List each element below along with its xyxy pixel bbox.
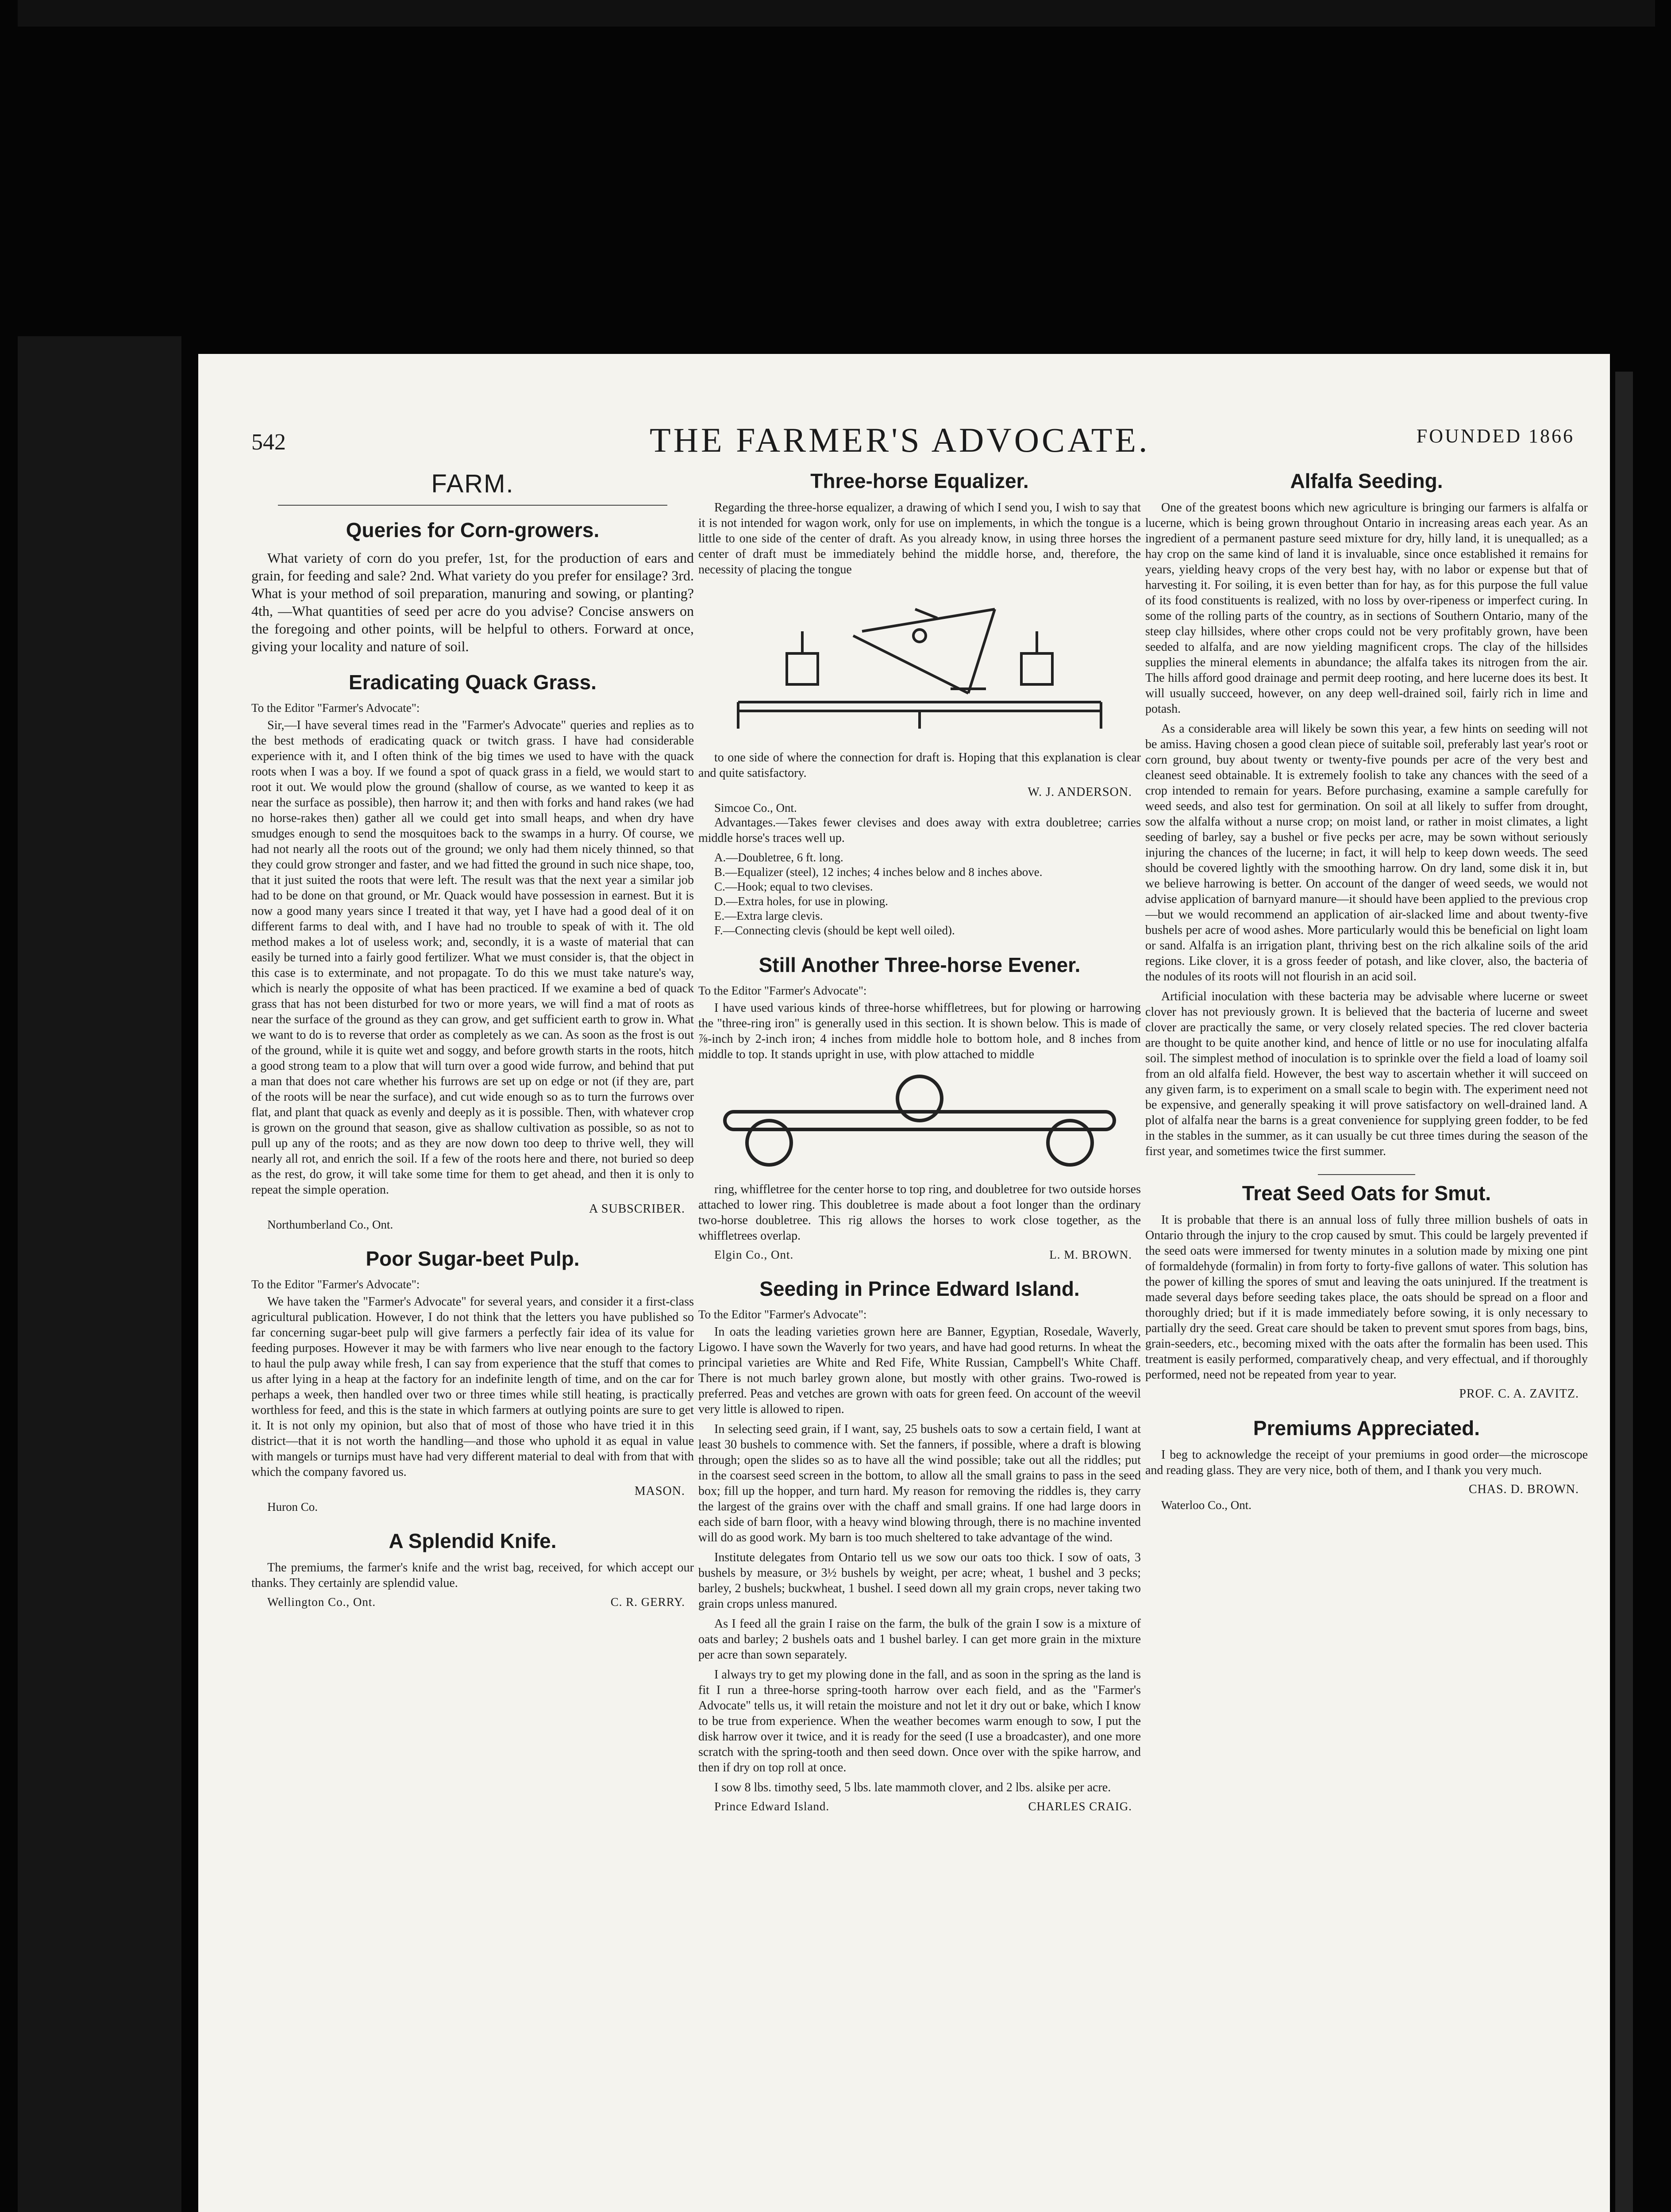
- parts-list-item: F.—Connecting clevis (should be kept well oiled).: [714, 924, 955, 937]
- article-title: Queries for Corn-growers.: [346, 518, 600, 541]
- article-title: Three-horse Equalizer.: [810, 469, 1029, 492]
- column-2: [698, 469, 1141, 2212]
- divider: [1318, 1174, 1415, 1175]
- signature: L. M. BROWN.: [1049, 1248, 1132, 1261]
- article-body: As a considerable area will likely be sown this year, a few hints on seeding will not be amiss. Having chosen a good clean piece of suitable soil, preferably last year's root or corn ground, buy about twenty or twenty-five pounds per acre of the very best and cleanest seed obtainable. It is extremely foolish to take any chances with the seed of a crop intended to remain for years. Before purchasing, examine a sample carefully for weed seeds, and also test for germination. On soil at all likely to suffer from drought, sow the alfalfa without a nurse crop; on moist land, or rather in moist climates, a light seeding of barley, say a bushel or five pecks per acre, may be sown without seriously injuring the chances of the lucerne; in fact, it will help to keep down weeds. The seed should be covered lightly with the smoothing harrow. On dry land, some disk it in, but we believe harrowing is better. On account of the danger of weed seeds, we would not advise application of barnyard manure—it should have been applied to the previous crop—but we would recommend an application of air-slacked lime and about twenty-five bushels per acre of wood ashes. More particularly would this be beneficial on light loam or sand. Alfalfa is an irrigation plant, thriving best on the rich alkaline soils of the arid regions. Like clover, it is a gross feeder of potash, and like clover, also, the bacteria of the nodules of its roots will not flourish in an acid soil.: [1145, 722, 1588, 983]
- article-body: Institute delegates from Ontario tell us we sow our oats too thick. I sow of oats, 3 bushels by measure, or 3½ bushels by weight, per acre; wheat, 1 bushel and 3 pecks; barley, 2 bushels; buckwheat, 1 bushel. I seed down all my grain crops, never taking two grain crops unless manured.: [698, 1551, 1141, 1611]
- section-rule: [278, 505, 667, 506]
- article-title: A Splendid Knife.: [389, 1529, 557, 1552]
- signature-row: [267, 1595, 685, 1609]
- to-editor-line: To the Editor "Farmer's Advocate":: [251, 701, 420, 714]
- signature: CHAS. D. BROWN.: [1468, 1482, 1579, 1496]
- article-body: I sow 8 lbs. timothy seed, 5 lbs. late mammoth clover, and 2 lbs. alsike per acre.: [714, 1781, 1111, 1794]
- article-body: In selecting seed grain, if I want, say, 25 bushels oats to sow a certain field, I want at least 30 bushels to commence with. Set the fanners, if possible, where a draft is blowing through; open the slides so as to have all the wind possible; take out all the riddles; put in the coarsest seed screen in the bottom, to allow all the small grains to pass in the seed box; fill up the hopper, and turn hard. My reason for removing the riddles is, they carry the largest of the grains over with the chaff and small grains. If one had large doors in each side of barn floor, with a heavy wind blowing through, there is no machine invented will do as good work. My barn is too much sheltered to take advantage of the wind.: [698, 1422, 1141, 1544]
- article-body: I beg to acknowledge the receipt of your premiums in good order—the microscope and reading glass. They are very nice, both of them, and I thank you very much.: [1145, 1448, 1588, 1477]
- article-body: What variety of corn do you prefer, 1st, for the production of ears and grain, for feeding and sale? 2nd. What variety do you prefer for ensilage? 3rd. What is your method of soil preparation, manuring and sowing, or planting? 4th, —What quantities of seed per acre do you advise? Concise answers on the foregoing and other points, will be helpful to others. Forward at once, giving your locality and nature of soil.: [251, 550, 694, 654]
- location: Waterloo Co., Ont.: [1161, 1498, 1252, 1512]
- article-seeding-pei: [698, 1277, 1141, 1813]
- signature: A SUBSCRIBER.: [589, 1202, 685, 1216]
- article-three-horse-equalizer: [698, 469, 1141, 938]
- founded-note: FOUNDED 1866: [1416, 425, 1575, 447]
- article-sugar-beet-pulp: [251, 1247, 694, 1514]
- article-body: Artificial inoculation with these bacteria may be advisable where lucerne or sweet clover has not previously grown. It is believed that the bacteria of lucerne and sweet clover are practically the same, or very closely related species. The red clover bacteria are thought to be quite another kind, and hence of little or no use for inoculating alfalfa soil. The simplest method of inoculation is to sprinkle over the field a load of loamy soil from an old alfalfa field. However, the best way to ascertain whether it will succeed on any given farm, is to experiment on a small scale to begin with. The experiment need not be expensive, and generally speaking it will prove satisfactory on well-drained land. A plot of alfalfa near the barns is a great convenience for supplying green fodder, to be fed in the stables in the summer, as it can usually be cut three times during the season of the first year, and sometimes twice the first summer.: [1145, 990, 1588, 1158]
- location: Wellington Co., Ont.: [267, 1595, 376, 1609]
- page-number: 542: [251, 430, 286, 455]
- article-body: The premiums, the farmer's knife and the wrist bag, received, for which accept our thanks. They certainly are splendid value.: [251, 1561, 694, 1590]
- article-body: In oats the leading varieties grown here are Banner, Egyptian, Rosedale, Waverly, Ligowo. I have sown the Waverly for two years, and have had good returns. In wheat the principal varieties are White and Red Fife, White Russian, Campbell's White Chaff. There is not much barley grown alone, but mostly with other grains. Two-rowed is preferred. Peas and vetches are grown with oats for green feed. On account of the weevil very little is allowed to ripen.: [698, 1325, 1141, 1416]
- article-body-continued: ring, whiffletree for the center horse to top ring, and doubletree for two outside horses attached to lower ring. This doubletree is made about a foot longer than the ordinary two-horse doubletree. This rig allows the horses to work close together, as the whiffletrees overlap.: [698, 1183, 1141, 1243]
- article-body: We have taken the "Farmer's Advocate" for several years, and consider it a first-class agricultural publication. However, I do not think that the letters you have published so far concerning sugar-beet pulp will give farmers a perfectly fair idea of its value for feeding purposes. However it may be with farmers who live near enough to the factory to haul the pulp away while fresh, I can say from experience that the stuff that comes to us after lying in a heap at the factory for an indefinite length of time, and on the car for perhaps a week, then handled over two or three times while still heating, is practically worthless for feed, and this is the state in which farmers at outlying points are sure to get it. It is not only my opinion, but also that of most of those who have tried it in this district—that it is not worth the handling—and those who uphold it as equal in value with mangels or turnips must have had very different material to deal with from that with which the company favored us.: [251, 1295, 694, 1479]
- film-edge-left: [18, 336, 181, 2212]
- parts-list: [714, 850, 1141, 938]
- signature-row: [714, 1800, 1132, 1813]
- publication-title: THE FARMER'S ADVOCATE.: [650, 421, 1150, 459]
- signature-row: [714, 1248, 1132, 1262]
- article-alfalfa-seeding: [1145, 469, 1588, 1159]
- location: Elgin Co., Ont.: [714, 1248, 794, 1261]
- article-title: Seeding in Prince Edward Island.: [759, 1277, 1080, 1300]
- article-title: Alfalfa Seeding.: [1290, 469, 1443, 492]
- advantages-text: Advantages.—Takes fewer clevises and does away with extra doubletree; carries middle horse's traces well up.: [698, 816, 1141, 845]
- article-three-horse-evener: [698, 953, 1141, 1262]
- signature: CHARLES CRAIG.: [1028, 1800, 1132, 1813]
- article-title: Premiums Appreciated.: [1253, 1417, 1480, 1440]
- to-editor-line: To the Editor "Farmer's Advocate":: [698, 984, 867, 997]
- article-body: As I feed all the grain I raise on the farm, the bulk of the grain I sow is a mixture of oats and barley; 2 bushels oats and 1 bushel barley. I can get more grain in the mixture per acre than sown separately.: [698, 1617, 1141, 1662]
- location: Prince Edward Island.: [714, 1800, 830, 1813]
- article-title: Poor Sugar-beet Pulp.: [366, 1247, 580, 1270]
- column-1: [251, 469, 694, 2212]
- signature: W. J. ANDERSON.: [1028, 785, 1132, 799]
- to-editor-line: To the Editor "Farmer's Advocate":: [251, 1278, 420, 1291]
- film-sprocket-strip: [1615, 372, 1633, 2212]
- parts-list-item: D.—Extra holes, for use in plowing.: [714, 895, 888, 908]
- article-title: Eradicating Quack Grass.: [349, 671, 597, 694]
- article-quack-grass: [251, 670, 694, 1232]
- location: Huron Co.: [267, 1500, 318, 1513]
- newspaper-page: [198, 354, 1610, 2212]
- location: Northumberland Co., Ont.: [267, 1218, 393, 1231]
- article-body: One of the greatest boons which new agriculture is bringing our farmers is alfalfa or lucerne, which is being grown throughout Ontario in increasing areas each year. As an ingredient of a permanent pasture seed mixture for dry, hilly land, it is unequalled; as a hay crop on the same kind of land it is invaluable, since once established it remains for years, yielding heavy crops of the very best hay, with no labor or expense but that of harvesting it. For soiling, it is even better than for hay, as for this purpose the full value of its food constituents is realized, with no loss by over-ripeness or imperfect curing. In some of the rolling parts of the country, as in sections of Southern Ontario, many of the steep clay hillsides, where other crops could not be very profitably grown, have been seeded to alfalfa, and are now yielding magnificent crops. The clay of the hillsides supplies the mineral elements in abundance; the alfalfa takes its nitrogen from the air. The hills afford good drainage and permit deep rooting, and here lucerne does its best. It will usually succeed, however, on any deep well-drained soil, fairly rich in lime and potash.: [1145, 501, 1588, 716]
- article-title: Treat Seed Oats for Smut.: [1242, 1182, 1491, 1205]
- section-heading-farm: FARM.: [431, 469, 514, 498]
- article-seed-oats-smut: [1145, 1181, 1588, 1401]
- signature: MASON.: [634, 1484, 685, 1498]
- parts-list-item: C.—Hook; equal to two clevises.: [714, 880, 873, 893]
- article-corn-queries: [251, 518, 694, 655]
- article-body: I always try to get my plowing done in the fall, and as soon in the spring as the land is fit I run a three-horse spring-tooth harrow over each field, and as the "Farmer's Advocate" tells us, it will retain the moisture and not let it dry out or bake, which I know to be true from experience. When the weather becomes warm enough to sow, I put the disk harrow over it twice, and it is ready for the seed (I use a broadcaster), and one more scratch with the spring-tooth and then seed down. Once over with the spike harrow, and then if dry on top roll at once.: [698, 1668, 1141, 1774]
- article-premiums-appreciated: [1145, 1416, 1588, 1512]
- article-body-continued: to one side of where the connection for draft is. Hoping that this explanation is clear and quite satisfactory.: [698, 751, 1141, 780]
- column-3: [1145, 469, 1588, 2212]
- article-body: I have used various kinds of three-horse whiffletrees, but for plowing or harrowing the "three-ring iron" is generally used in this section. It is shown below. This is made of ⅞-inch by 2-inch iron; 4 inches from middle hole to bottom hole, and 8 inches from middle to top. It stands upright in use, with plow attached to middle: [698, 1001, 1141, 1061]
- article-body: Regarding the three-horse equalizer, a drawing of which I send you, I wish to say that it is not intended for wagon work, only for use on implements, in which the tongue is a little to one side of the center of draft. As you already know, in using three horses the center of draft must be immediately behind the middle horse, and, therefore, the necessity of placing the tongue: [698, 501, 1141, 576]
- article-title: Still Another Three-horse Evener.: [758, 953, 1081, 976]
- page-header: [251, 420, 1601, 469]
- article-splendid-knife: [251, 1529, 694, 1609]
- signature: C. R. GERRY.: [610, 1595, 685, 1609]
- article-body: It is probable that there is an annual loss of fully three million bushels of oats in Ontario through the injury to the crop caused by smut. This could be largely prevented if the seed oats were immersed for twenty minutes in a solution made by mixing one pint of formaldehyde (formalin) in from forty to forty-five gallons of water. This solution has the power of killing the spores of smut and leaving the oats uninjured. If the treatment is made several days before seeding takes place, the oats should be spread on a floor and thoroughly dried; but if it is made immediately before sowing, it is only necessary to partially dry the seed. Great care should be taken to prevent smut spores from bags, bins, grain-seeders, etc., becoming mixed with the oats after the formalin has been used. This treatment is easily performed, comparatively cheap, and very effectual, and if thoroughly performed, need not be repeated from year to year.: [1145, 1213, 1588, 1382]
- equalizer-diagram: [720, 583, 1119, 742]
- parts-list-item: E.—Extra large clevis.: [714, 909, 823, 922]
- parts-list-item: A.—Doubletree, 6 ft. long.: [714, 851, 843, 864]
- article-body: Sir,—I have several times read in the "Farmer's Advocate" queries and replies as to the best methods of eradicating quack or twitch grass. I have had considerable experience with it, and I often think of the big times we used to have with the quack roots when I was a boy. If we found a spot of quack grass in a field, we would start to root it out. We would plow the ground (shallow of course, as we wanted to keep it as near the surface as possible), then harrow it; and then with forks and hand rakes (we had no horse-rakes then) gather all we could get into small heaps, and when dry have smudges enough to send the mosquitoes back to the swamps in a hurry. Of course, we had not nearly all the roots out of the ground; we only had them nicely thinned, so that they could grow stronger and faster, and we had fitted the ground in such nice shape, too, that it just suited the roots that were left. The result was that the next year a similar job had to be done on that ground, or Mr. Quack would have possession in earnest. But it is now a good many years since I treated it that way, yet I have had a good deal of it on different farms to deal with, and I have had no trouble to speak of with it. The old method makes a lot of useless work; and, secondly, it is a waste of material that can easily be turned into a fairly good fertilizer. What we must consider is, that the object in this case is to exterminate, and not propagate. To do this we must take nature's way, which is nearly the opposite of what has been practiced. If we examine a bed of quack grass that has not been disturbed for two or more years, we will find a mat of roots as near the surface of the ground as they can grow, and get sufficient earth to grow in. What we want to do is to reverse that order as completely as we can. As soon as the frost is out of the ground, while it is quite wet and soggy, and before growth starts in the roots, hitch a good strong team to a plow that will turn over a good wide furrow, and behind that put a man that does not care whether his furrows are set up on edge or not (if they are, part of the roots will be near the surface), and cut wide enough so as to turn the furrows over flat, and plant that quack as evenly and deeply as it is possible. Then, with whatever crop is grown on the ground that season, give as shallow cultivation as possible, so as not to pull up any of the roots; and as they are now down too deep to thrive well, they will nearly all rot, and enrich the soil. If a few of the roots here and there, not buried so deep as the rest, do grow, it will take some time for them to get ahead, and then it is only to repeat the simple operation.: [251, 718, 694, 1197]
- film-edge-top: [18, 0, 1655, 27]
- parts-list-item: B.—Equalizer (steel), 12 inches; 4 inches below and 8 inches above.: [714, 865, 1043, 879]
- to-editor-line: To the Editor "Farmer's Advocate":: [698, 1308, 867, 1321]
- signature: PROF. C. A. ZAVITZ.: [1459, 1387, 1579, 1401]
- three-ring-iron-diagram: [716, 1068, 1123, 1174]
- location: Simcoe Co., Ont.: [714, 801, 797, 814]
